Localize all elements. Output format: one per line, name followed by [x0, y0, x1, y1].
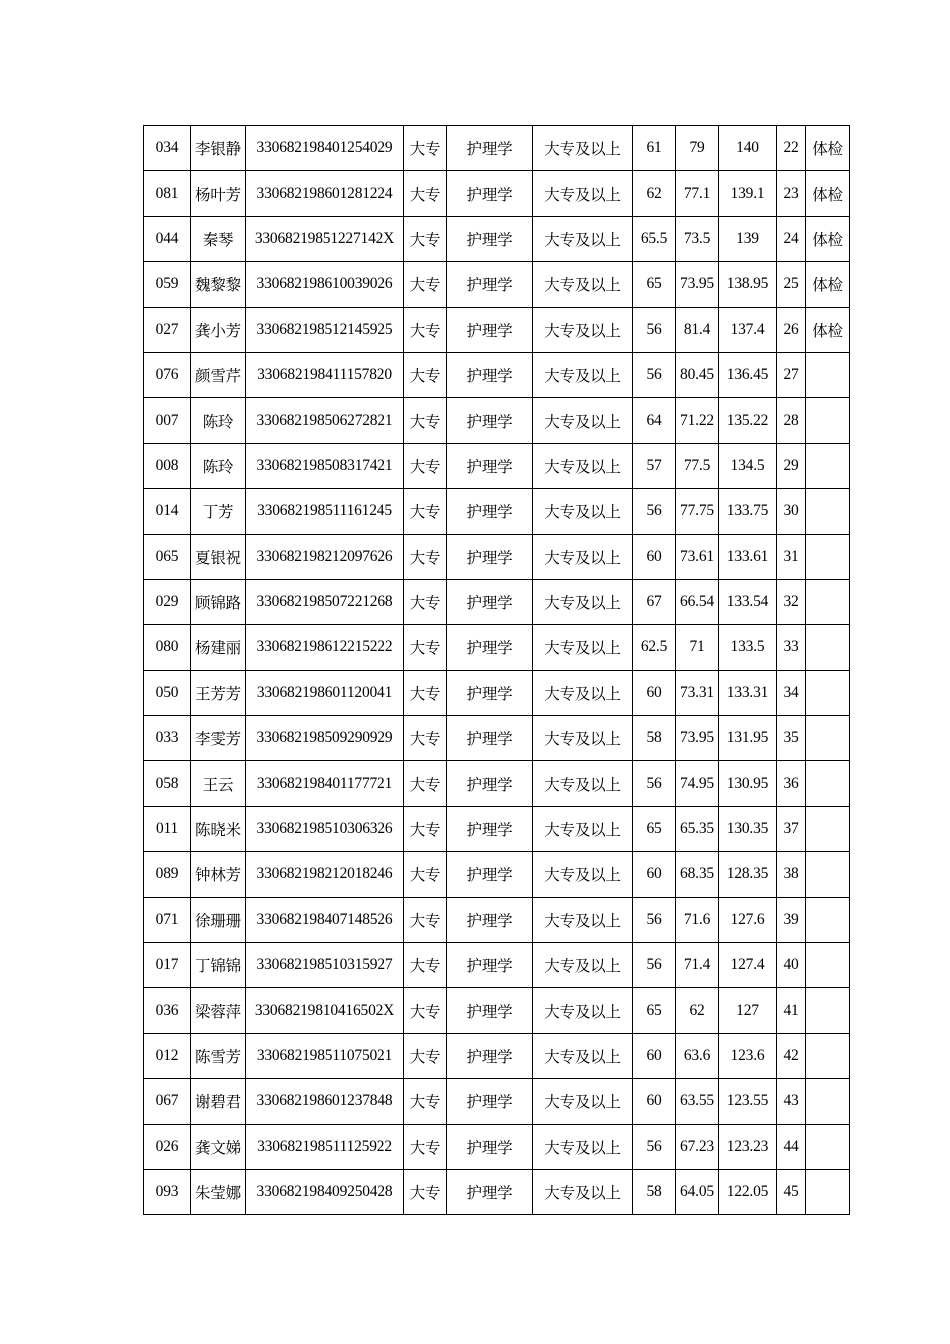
interview-score-cell: 73.5	[676, 216, 719, 261]
major-cell: 护理学	[447, 534, 533, 579]
requirement-cell: 大专及以上	[533, 262, 633, 307]
exam-id-cell: 081	[144, 171, 191, 216]
id-number-cell: 330682198508317421	[246, 443, 404, 488]
rank-cell: 23	[777, 171, 806, 216]
rank-cell: 39	[777, 897, 806, 942]
id-number-cell: 330682198212018246	[246, 852, 404, 897]
name-cell: 钟林芳	[191, 852, 246, 897]
remark-cell	[806, 852, 850, 897]
total-score-cell: 133.31	[719, 670, 777, 715]
remark-cell	[806, 943, 850, 988]
remark-cell: 体检	[806, 307, 850, 352]
id-number-cell: 330682198601120041	[246, 670, 404, 715]
id-number-cell: 330682198511161245	[246, 489, 404, 534]
exam-id-cell: 011	[144, 806, 191, 851]
table-row	[144, 443, 850, 488]
written-score-cell: 56	[633, 897, 676, 942]
remark-cell	[806, 579, 850, 624]
table-row	[144, 670, 850, 715]
name-cell: 夏银祝	[191, 534, 246, 579]
name-cell: 魏黎黎	[191, 262, 246, 307]
name-cell: 李雯芳	[191, 716, 246, 761]
exam-id-cell: 058	[144, 761, 191, 806]
interview-score-cell: 79	[676, 126, 719, 171]
name-cell: 秦琴	[191, 216, 246, 261]
interview-score-cell: 73.31	[676, 670, 719, 715]
requirement-cell: 大专及以上	[533, 943, 633, 988]
id-number-cell: 330682198601237848	[246, 1079, 404, 1124]
major-cell: 护理学	[447, 126, 533, 171]
remark-cell	[806, 489, 850, 534]
exam-id-cell: 044	[144, 216, 191, 261]
requirement-cell: 大专及以上	[533, 1169, 633, 1214]
education-cell: 大专	[404, 398, 447, 443]
id-number-cell: 330682198507221268	[246, 579, 404, 624]
interview-score-cell: 71	[676, 625, 719, 670]
rank-cell: 45	[777, 1169, 806, 1214]
interview-score-cell: 77.75	[676, 489, 719, 534]
interview-score-cell: 71.6	[676, 897, 719, 942]
written-score-cell: 56	[633, 352, 676, 397]
interview-score-cell: 74.95	[676, 761, 719, 806]
major-cell: 护理学	[447, 625, 533, 670]
written-score-cell: 56	[633, 307, 676, 352]
education-cell: 大专	[404, 806, 447, 851]
total-score-cell: 127.6	[719, 897, 777, 942]
education-cell: 大专	[404, 171, 447, 216]
rank-cell: 25	[777, 262, 806, 307]
education-cell: 大专	[404, 1169, 447, 1214]
interview-score-cell: 71.22	[676, 398, 719, 443]
interview-score-cell: 68.35	[676, 852, 719, 897]
written-score-cell: 60	[633, 534, 676, 579]
major-cell: 护理学	[447, 262, 533, 307]
id-number-cell: 330682198407148526	[246, 897, 404, 942]
name-cell: 陈玲	[191, 443, 246, 488]
exam-id-cell: 029	[144, 579, 191, 624]
total-score-cell: 123.55	[719, 1079, 777, 1124]
major-cell: 护理学	[447, 943, 533, 988]
requirement-cell: 大专及以上	[533, 398, 633, 443]
rank-cell: 44	[777, 1124, 806, 1169]
table-row	[144, 352, 850, 397]
written-score-cell: 65.5	[633, 216, 676, 261]
name-cell: 谢碧君	[191, 1079, 246, 1124]
rank-cell: 43	[777, 1079, 806, 1124]
total-score-cell: 136.45	[719, 352, 777, 397]
written-score-cell: 58	[633, 716, 676, 761]
interview-score-cell: 64.05	[676, 1169, 719, 1214]
exam-id-cell: 080	[144, 625, 191, 670]
exam-id-cell: 036	[144, 988, 191, 1033]
remark-cell: 体检	[806, 262, 850, 307]
total-score-cell: 128.35	[719, 852, 777, 897]
total-score-cell: 134.5	[719, 443, 777, 488]
remark-cell	[806, 988, 850, 1033]
education-cell: 大专	[404, 625, 447, 670]
table-row	[144, 307, 850, 352]
exam-id-cell: 089	[144, 852, 191, 897]
exam-id-cell: 050	[144, 670, 191, 715]
education-cell: 大专	[404, 1033, 447, 1078]
name-cell: 徐珊珊	[191, 897, 246, 942]
requirement-cell: 大专及以上	[533, 1124, 633, 1169]
major-cell: 护理学	[447, 1079, 533, 1124]
total-score-cell: 123.23	[719, 1124, 777, 1169]
requirement-cell: 大专及以上	[533, 852, 633, 897]
requirement-cell: 大专及以上	[533, 307, 633, 352]
total-score-cell: 138.95	[719, 262, 777, 307]
written-score-cell: 58	[633, 1169, 676, 1214]
written-score-cell: 65	[633, 262, 676, 307]
total-score-cell: 133.54	[719, 579, 777, 624]
major-cell: 护理学	[447, 1169, 533, 1214]
table-row	[144, 1033, 850, 1078]
rank-cell: 26	[777, 307, 806, 352]
major-cell: 护理学	[447, 216, 533, 261]
name-cell: 陈晓米	[191, 806, 246, 851]
id-number-cell: 33068219810416502X	[246, 988, 404, 1033]
exam-id-cell: 059	[144, 262, 191, 307]
remark-cell	[806, 806, 850, 851]
total-score-cell: 133.5	[719, 625, 777, 670]
major-cell: 护理学	[447, 716, 533, 761]
education-cell: 大专	[404, 897, 447, 942]
exam-id-cell: 034	[144, 126, 191, 171]
remark-cell	[806, 625, 850, 670]
rank-cell: 22	[777, 126, 806, 171]
requirement-cell: 大专及以上	[533, 489, 633, 534]
id-number-cell: 330682198509290929	[246, 716, 404, 761]
remark-cell: 体检	[806, 216, 850, 261]
written-score-cell: 65	[633, 806, 676, 851]
major-cell: 护理学	[447, 806, 533, 851]
remark-cell	[806, 897, 850, 942]
name-cell: 李银静	[191, 126, 246, 171]
total-score-cell: 127	[719, 988, 777, 1033]
interview-score-cell: 63.55	[676, 1079, 719, 1124]
requirement-cell: 大专及以上	[533, 216, 633, 261]
name-cell: 王云	[191, 761, 246, 806]
table-row	[144, 534, 850, 579]
table-row	[144, 126, 850, 171]
rank-cell: 37	[777, 806, 806, 851]
written-score-cell: 67	[633, 579, 676, 624]
table-row	[144, 579, 850, 624]
table-row	[144, 806, 850, 851]
id-number-cell: 330682198601281224	[246, 171, 404, 216]
interview-score-cell: 66.54	[676, 579, 719, 624]
education-cell: 大专	[404, 1124, 447, 1169]
total-score-cell: 133.61	[719, 534, 777, 579]
requirement-cell: 大专及以上	[533, 988, 633, 1033]
interview-score-cell: 65.35	[676, 806, 719, 851]
exam-id-cell: 012	[144, 1033, 191, 1078]
remark-cell	[806, 1124, 850, 1169]
total-score-cell: 140	[719, 126, 777, 171]
exam-id-cell: 026	[144, 1124, 191, 1169]
name-cell: 龚文娣	[191, 1124, 246, 1169]
results-table	[143, 125, 850, 1215]
written-score-cell: 60	[633, 852, 676, 897]
written-score-cell: 61	[633, 126, 676, 171]
education-cell: 大专	[404, 579, 447, 624]
education-cell: 大专	[404, 489, 447, 534]
id-number-cell: 330682198610039026	[246, 262, 404, 307]
requirement-cell: 大专及以上	[533, 1079, 633, 1124]
table-row	[144, 489, 850, 534]
major-cell: 护理学	[447, 670, 533, 715]
remark-cell	[806, 352, 850, 397]
interview-score-cell: 67.23	[676, 1124, 719, 1169]
major-cell: 护理学	[447, 761, 533, 806]
remark-cell	[806, 398, 850, 443]
table-row	[144, 716, 850, 761]
remark-cell	[806, 1169, 850, 1214]
rank-cell: 33	[777, 625, 806, 670]
name-cell: 杨叶芳	[191, 171, 246, 216]
id-number-cell: 330682198510306326	[246, 806, 404, 851]
rank-cell: 28	[777, 398, 806, 443]
education-cell: 大专	[404, 307, 447, 352]
major-cell: 护理学	[447, 1033, 533, 1078]
requirement-cell: 大专及以上	[533, 806, 633, 851]
exam-id-cell: 027	[144, 307, 191, 352]
major-cell: 护理学	[447, 1124, 533, 1169]
rank-cell: 38	[777, 852, 806, 897]
total-score-cell: 139	[719, 216, 777, 261]
interview-score-cell: 73.61	[676, 534, 719, 579]
name-cell: 朱莹娜	[191, 1169, 246, 1214]
education-cell: 大专	[404, 852, 447, 897]
rank-cell: 35	[777, 716, 806, 761]
education-cell: 大专	[404, 1079, 447, 1124]
major-cell: 护理学	[447, 852, 533, 897]
total-score-cell: 131.95	[719, 716, 777, 761]
written-score-cell: 57	[633, 443, 676, 488]
written-score-cell: 65	[633, 988, 676, 1033]
requirement-cell: 大专及以上	[533, 625, 633, 670]
education-cell: 大专	[404, 716, 447, 761]
major-cell: 护理学	[447, 579, 533, 624]
requirement-cell: 大专及以上	[533, 716, 633, 761]
name-cell: 杨建丽	[191, 625, 246, 670]
major-cell: 护理学	[447, 398, 533, 443]
requirement-cell: 大专及以上	[533, 761, 633, 806]
table-row	[144, 625, 850, 670]
rank-cell: 36	[777, 761, 806, 806]
major-cell: 护理学	[447, 352, 533, 397]
name-cell: 丁锦锦	[191, 943, 246, 988]
written-score-cell: 60	[633, 1033, 676, 1078]
major-cell: 护理学	[447, 988, 533, 1033]
major-cell: 护理学	[447, 443, 533, 488]
id-number-cell: 33068219851227142X	[246, 216, 404, 261]
interview-score-cell: 81.4	[676, 307, 719, 352]
id-number-cell: 330682198212097626	[246, 534, 404, 579]
table-row	[144, 1079, 850, 1124]
exam-id-cell: 017	[144, 943, 191, 988]
education-cell: 大专	[404, 443, 447, 488]
rank-cell: 41	[777, 988, 806, 1033]
rank-cell: 40	[777, 943, 806, 988]
name-cell: 丁芳	[191, 489, 246, 534]
exam-id-cell: 007	[144, 398, 191, 443]
table-row	[144, 1124, 850, 1169]
education-cell: 大专	[404, 262, 447, 307]
requirement-cell: 大专及以上	[533, 171, 633, 216]
id-number-cell: 330682198511125922	[246, 1124, 404, 1169]
remark-cell: 体检	[806, 126, 850, 171]
table-row	[144, 171, 850, 216]
exam-id-cell: 067	[144, 1079, 191, 1124]
interview-score-cell: 80.45	[676, 352, 719, 397]
requirement-cell: 大专及以上	[533, 897, 633, 942]
id-number-cell: 330682198511075021	[246, 1033, 404, 1078]
requirement-cell: 大专及以上	[533, 579, 633, 624]
written-score-cell: 64	[633, 398, 676, 443]
rank-cell: 30	[777, 489, 806, 534]
remark-cell	[806, 716, 850, 761]
rank-cell: 27	[777, 352, 806, 397]
total-score-cell: 139.1	[719, 171, 777, 216]
id-number-cell: 330682198409250428	[246, 1169, 404, 1214]
requirement-cell: 大专及以上	[533, 352, 633, 397]
major-cell: 护理学	[447, 171, 533, 216]
requirement-cell: 大专及以上	[533, 443, 633, 488]
remark-cell	[806, 670, 850, 715]
table-row	[144, 852, 850, 897]
written-score-cell: 60	[633, 670, 676, 715]
name-cell: 龚小芳	[191, 307, 246, 352]
total-score-cell: 127.4	[719, 943, 777, 988]
name-cell: 顾锦路	[191, 579, 246, 624]
id-number-cell: 330682198512145925	[246, 307, 404, 352]
table-row	[144, 988, 850, 1033]
education-cell: 大专	[404, 352, 447, 397]
exam-id-cell: 076	[144, 352, 191, 397]
table-row	[144, 262, 850, 307]
remark-cell	[806, 1079, 850, 1124]
id-number-cell: 330682198612215222	[246, 625, 404, 670]
total-score-cell: 122.05	[719, 1169, 777, 1214]
exam-id-cell: 071	[144, 897, 191, 942]
id-number-cell: 330682198506272821	[246, 398, 404, 443]
education-cell: 大专	[404, 761, 447, 806]
requirement-cell: 大专及以上	[533, 670, 633, 715]
remark-cell	[806, 1033, 850, 1078]
id-number-cell: 330682198401177721	[246, 761, 404, 806]
exam-id-cell: 093	[144, 1169, 191, 1214]
id-number-cell: 330682198401254029	[246, 126, 404, 171]
rank-cell: 24	[777, 216, 806, 261]
exam-id-cell: 033	[144, 716, 191, 761]
total-score-cell: 130.95	[719, 761, 777, 806]
interview-score-cell: 77.1	[676, 171, 719, 216]
rank-cell: 29	[777, 443, 806, 488]
remark-cell	[806, 534, 850, 579]
table-row	[144, 897, 850, 942]
total-score-cell: 135.22	[719, 398, 777, 443]
written-score-cell: 56	[633, 489, 676, 534]
table-body	[144, 126, 850, 1215]
written-score-cell: 56	[633, 761, 676, 806]
major-cell: 护理学	[447, 897, 533, 942]
name-cell: 王芳芳	[191, 670, 246, 715]
remark-cell	[806, 761, 850, 806]
major-cell: 护理学	[447, 489, 533, 534]
education-cell: 大专	[404, 534, 447, 579]
education-cell: 大专	[404, 126, 447, 171]
remark-cell: 体检	[806, 171, 850, 216]
written-score-cell: 56	[633, 1124, 676, 1169]
rank-cell: 31	[777, 534, 806, 579]
interview-score-cell: 73.95	[676, 716, 719, 761]
name-cell: 梁蓉萍	[191, 988, 246, 1033]
total-score-cell: 137.4	[719, 307, 777, 352]
table-row	[144, 398, 850, 443]
exam-id-cell: 065	[144, 534, 191, 579]
education-cell: 大专	[404, 943, 447, 988]
rank-cell: 32	[777, 579, 806, 624]
total-score-cell: 123.6	[719, 1033, 777, 1078]
name-cell: 陈雪芳	[191, 1033, 246, 1078]
remark-cell	[806, 443, 850, 488]
requirement-cell: 大专及以上	[533, 1033, 633, 1078]
major-cell: 护理学	[447, 307, 533, 352]
education-cell: 大专	[404, 216, 447, 261]
exam-id-cell: 014	[144, 489, 191, 534]
name-cell: 颜雪芹	[191, 352, 246, 397]
table-row	[144, 943, 850, 988]
written-score-cell: 62	[633, 171, 676, 216]
interview-score-cell: 62	[676, 988, 719, 1033]
interview-score-cell: 63.6	[676, 1033, 719, 1078]
written-score-cell: 56	[633, 943, 676, 988]
total-score-cell: 130.35	[719, 806, 777, 851]
requirement-cell: 大专及以上	[533, 534, 633, 579]
id-number-cell: 330682198510315927	[246, 943, 404, 988]
rank-cell: 42	[777, 1033, 806, 1078]
id-number-cell: 330682198411157820	[246, 352, 404, 397]
table-row	[144, 761, 850, 806]
rank-cell: 34	[777, 670, 806, 715]
exam-id-cell: 008	[144, 443, 191, 488]
interview-score-cell: 77.5	[676, 443, 719, 488]
education-cell: 大专	[404, 988, 447, 1033]
requirement-cell: 大专及以上	[533, 126, 633, 171]
name-cell: 陈玲	[191, 398, 246, 443]
written-score-cell: 60	[633, 1079, 676, 1124]
total-score-cell: 133.75	[719, 489, 777, 534]
table-row	[144, 216, 850, 261]
written-score-cell: 62.5	[633, 625, 676, 670]
education-cell: 大专	[404, 670, 447, 715]
interview-score-cell: 73.95	[676, 262, 719, 307]
table-row	[144, 1169, 850, 1214]
interview-score-cell: 71.4	[676, 943, 719, 988]
